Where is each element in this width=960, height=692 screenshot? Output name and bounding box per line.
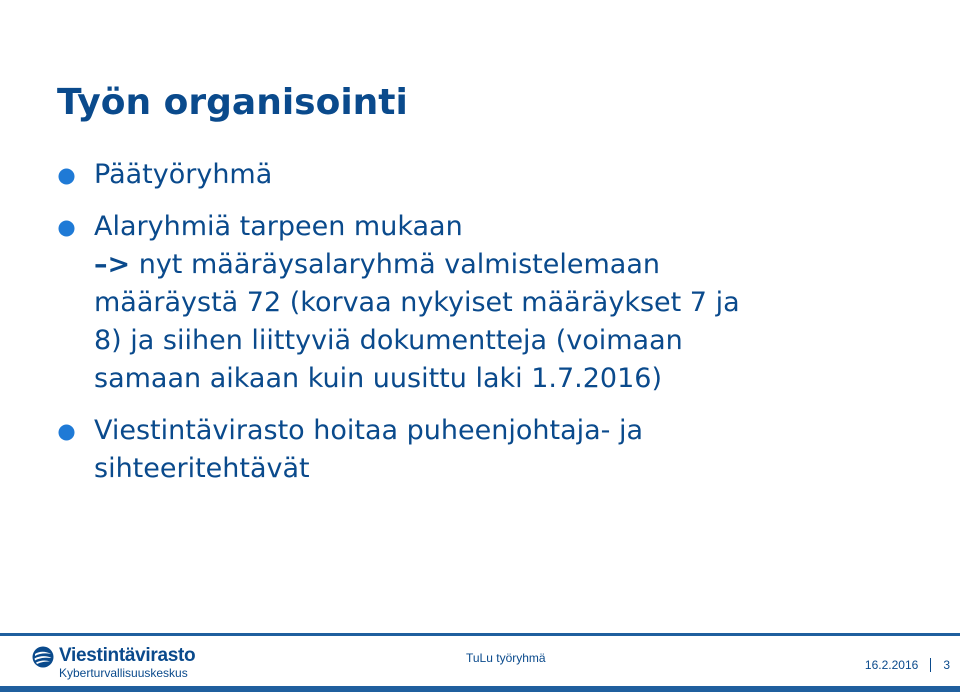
- slide-title: Työn organisointi: [57, 82, 408, 123]
- page-number: 3: [943, 658, 950, 672]
- bullet-item-1: [57, 156, 937, 194]
- bullet-list: [57, 156, 937, 502]
- footer-bottom-bar: [0, 686, 960, 692]
- arrow-symbol: –>: [94, 249, 131, 280]
- bullet-text: Alaryhmiä tarpeen mukaan: [94, 211, 463, 242]
- bullet-item-2: [57, 208, 937, 398]
- footer-separator: [930, 658, 931, 672]
- round-bullet-icon: [58, 168, 75, 185]
- bullet-text: Päätyöryhmä: [94, 159, 273, 190]
- logo-name: Viestintävirasto: [59, 645, 196, 666]
- round-bullet-icon: [58, 220, 75, 237]
- footer-date: 16.2.2016: [864, 658, 919, 672]
- logo-subtitle: Kyberturvallisuuskeskus: [59, 666, 188, 680]
- bullet-text: määräystä 72 (korvaa nykyiset määräykset 7 ja: [94, 287, 740, 318]
- footer-meta: [865, 657, 950, 673]
- bullet-text: samaan aikaan kuin uusittu laki 1.7.2016): [94, 363, 663, 394]
- footer-center-text: TuLu työryhmä: [466, 651, 546, 665]
- bullet-text: Viestintävirasto hoitaa puheenjohtaja- ja: [94, 415, 644, 446]
- organization-logo: [32, 645, 195, 681]
- footer-divider: [0, 633, 960, 636]
- bullet-text: 8) ja siihen liittyviä dokumentteja (voimaan: [94, 325, 683, 356]
- bullet-text: nyt määräysalaryhmä valmistelemaan: [138, 249, 660, 280]
- bullet-text-line: [94, 246, 937, 284]
- round-bullet-icon: [58, 424, 75, 441]
- bullet-item-3: [57, 412, 937, 488]
- globe-logo-icon: [32, 646, 54, 668]
- bullet-text: sihteeritehtävät: [94, 453, 310, 484]
